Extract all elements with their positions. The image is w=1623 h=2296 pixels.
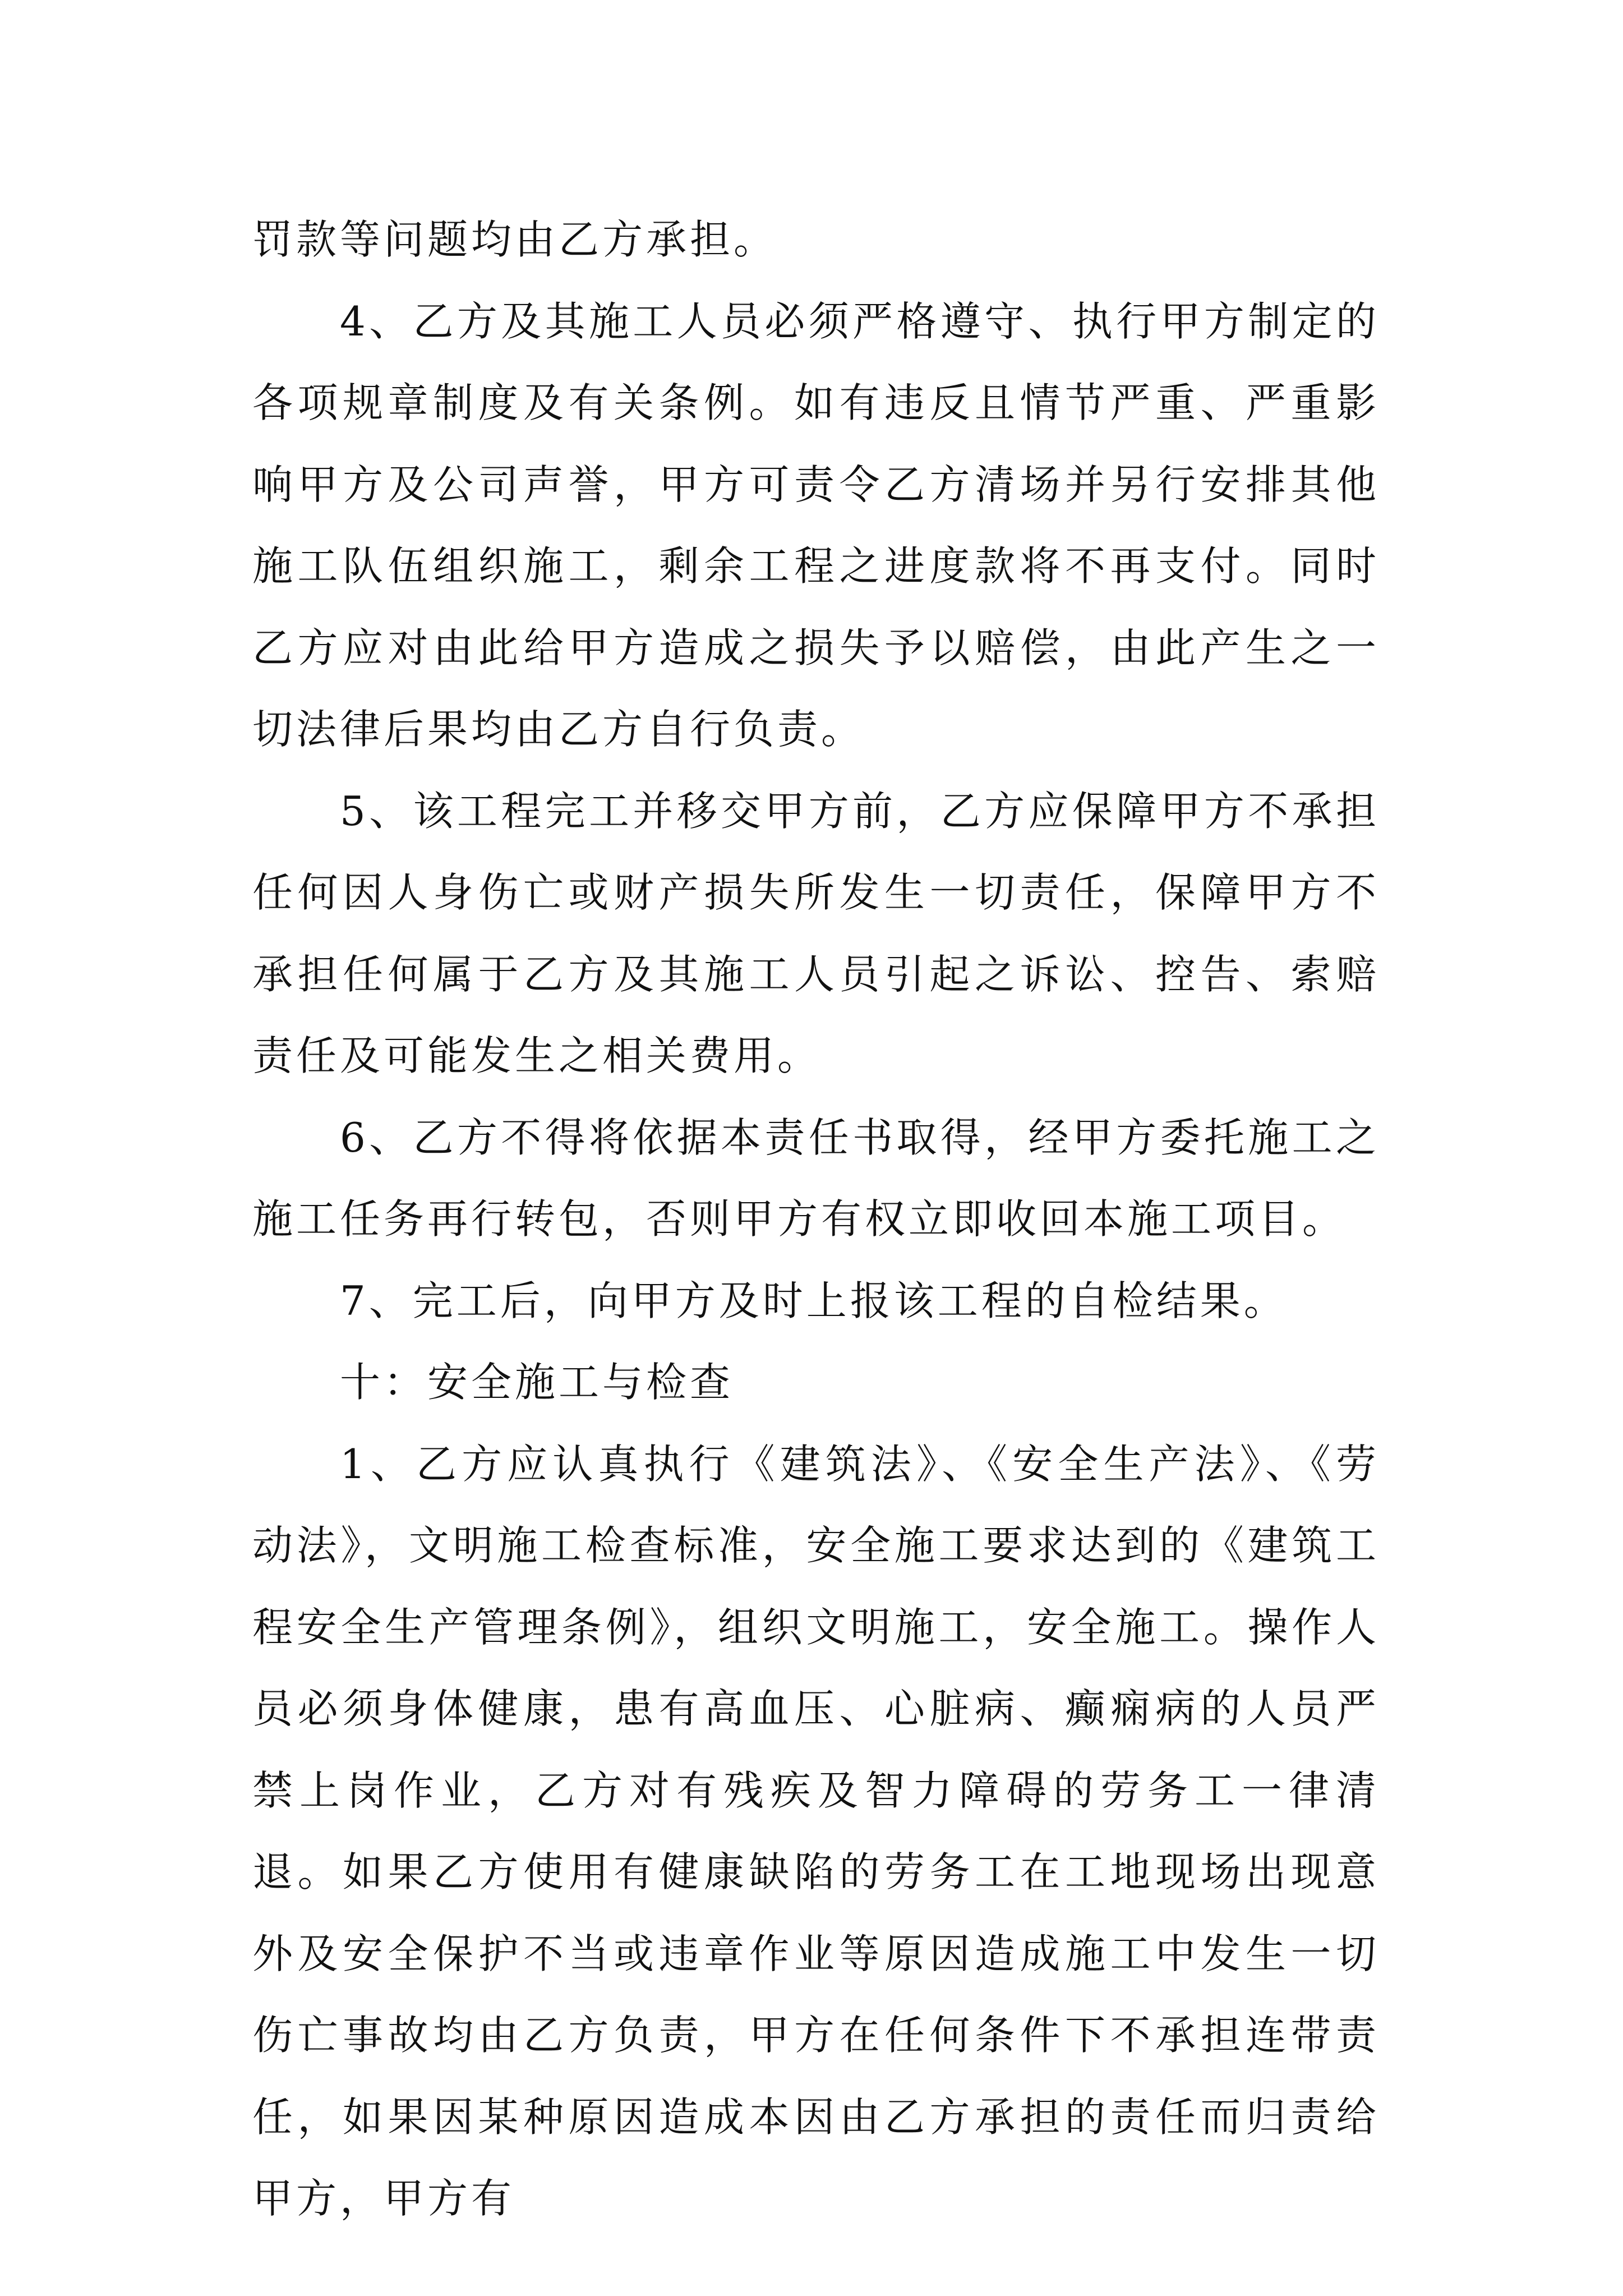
paragraph-continuation: 罚款等问题均由乙方承担。: [252, 216, 778, 263]
section-heading-safety: 十：安全施工与检查: [340, 1359, 734, 1406]
paragraph-clause-5: 5、该工程完工并移交甲方前，乙方应保障甲方不承担任何因人身伤亡或财产损失所发生一切责任，保障甲方不承担任何属于乙方及其施工人员引起之诉讼、控告、索赔责任及可能发生之相关费用。: [252, 787, 1380, 1079]
document-body: [252, 199, 1380, 2240]
paragraph-safety-clause-1: 1、乙方应认真执行《建筑法》、《安全生产法》、《劳动法》，文明施工检查标准，安全施工要求达到的《建筑工程安全生产管理条例》，组织文明施工，安全施工。操作人员必须身体健康，患有高血压、心脏病、癫痫病的人员严禁上岗作业，乙方对有残疾及智力障碍的劳务工一律清退。如果乙方使用有健康缺陷的劳务工在工地现场出现意外及安全保护不当或违章作业等原因造成施工中发生一切伤亡事故均由乙方负责，甲方在任何条件下不承担连带责任，如果因某种原因造成本因由乙方承担的责任而归责给甲方，甲方有: [252, 1440, 1380, 2222]
paragraph-clause-7: 7、完工后，向甲方及时上报该工程的自检结果。: [340, 1277, 1288, 1324]
paragraph-clause-4: 4、乙方及其施工人员必须严格遵守、执行甲方制定的各项规章制度及有关条例。如有违反且情节严重、严重影响甲方及公司声誉，甲方可责令乙方清场并另行安排其他施工队伍组织施工，剩余工程之进度款将不再支付。同时乙方应对由此给甲方造成之损失予以赔偿，由此产生之一切法律后果均由乙方自行负责。: [252, 297, 1380, 753]
paragraph-clause-6: 6、乙方不得将依据本责任书取得，经甲方委托施工之施工任务再行转包，否则甲方有权立即收回本施工项目。: [252, 1114, 1380, 1243]
